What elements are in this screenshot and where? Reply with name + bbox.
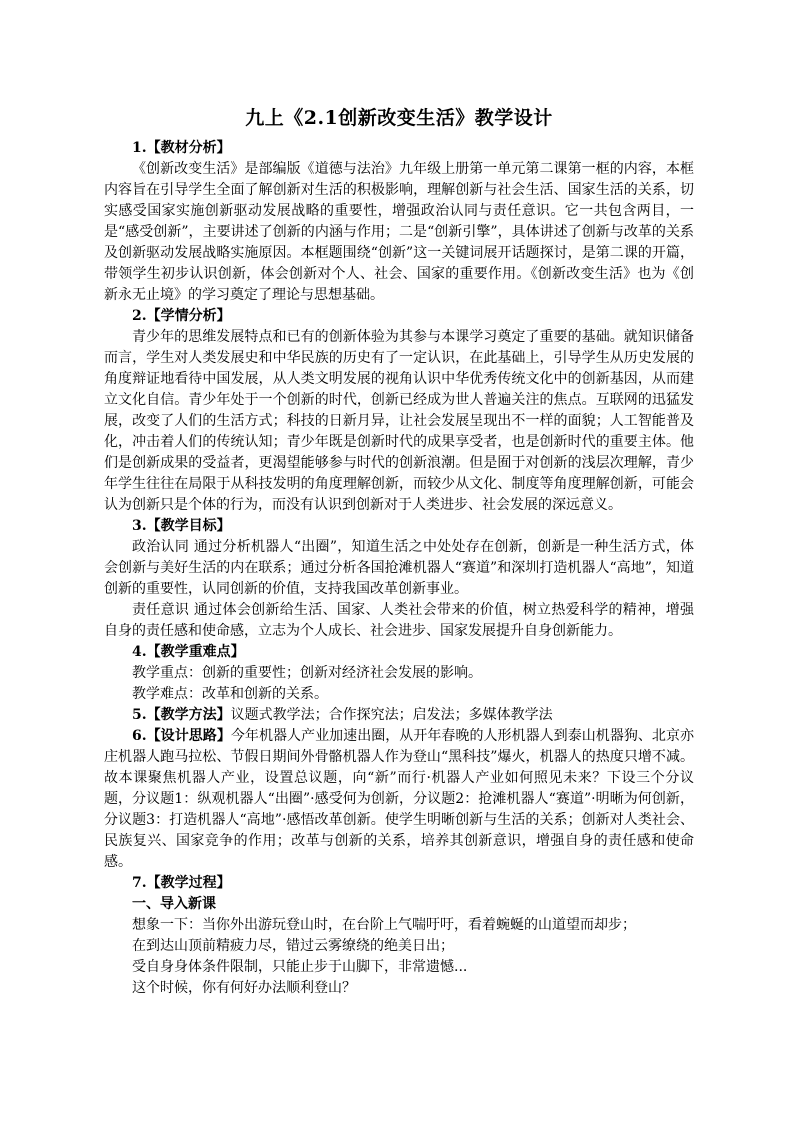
design-idea-text: 今年机器人产业加速出圈，从开年春晚的人形机器人到泰山机器狗、北京亦庄机器人跑马拉松、节假日期间外骨骼机器人作为登山“黑科技”爆火，机器人的热度只增不减。故本课聚焦机器人产业，设置总议题，向“新”而行·机器人产业如何照见未来？下设三个分议题，分议题1：纵观机器人“出圈”·感受何为创新，分议题2：抢滩机器人“赛道”·明晰为何创新，分议题3：打造机器人“高地”·感悟改革创新。使学生明晰创新与生活的关系；创新对人类社会、民族复兴、国家竞争的作用；改革与创新的关系，培养其创新意识，增强自身的责任感和使命感。 [104, 728, 695, 870]
heading-text: 5.【教学方法】 [132, 707, 231, 723]
heading-text: 6.【设计思路】 [132, 728, 231, 744]
section-teaching-methods [104, 705, 694, 726]
paragraph-textbook-analysis: 《创新改变生活》是部编版《道德与法治》九年级上册第一单元第二课第一框的内容，本框内容旨在引导学生全面了解创新对生活的积极影响，理解创新与社会生活、国家生活的关系，切实感受国家实施创新驱动发展战略的重要性，增强政治认同与责任意识。它一共包含两目，一是“感受创新”，主要讲述了创新的内涵与作用；二是“创新引擎”，具体讲述了创新与改革的关系及创新驱动发展战略实施原因。本框题围绕“创新”这一关键词展开话题探讨，是第二课的开篇，带领学生初步认识创新，体会创新对个人、社会、国家的重要作用。《创新改变生活》也为《创新永无止境》的学习奠定了理论与思想基础。 [104, 161, 694, 303]
paragraph-student-analysis: 青少年的思维发展特点和已有的创新体验为其参与本课学习奠定了重要的基础。就知识储备而言，学生对人类发展史和中华民族的历史有了一定认识，在此基础上，引导学生从历史发展的角度辩证地看待中国发展，从人类文明发展的视角认识中华优秀传统文化中的创新基因，从而建立文化自信。青少年处于一个创新的时代，创新已经成为世人普遍关注的焦点。互联网的迅猛发展，改变了人们的生活方式；科技的日新月异，让社会发展呈现出不一样的面貌；人工智能普及化，冲击着人们的传统认知；青少年既是创新时代的成果享受者，也是创新时代的重要主体。他们是创新成果的受益者，更渴望能够参与时代的创新浪潮。但是囿于对创新的浅层次理解，青少年学生往往在局限于从科技发明的角度理解创新，而较少从文化、制度等角度理解创新，可能会认为创新只是个体的行为，而没有认识到创新对于人类进步、社会发展的深远意义。 [104, 329, 694, 513]
section-heading-teaching-process [104, 873, 694, 894]
section-heading-student-analysis [104, 306, 694, 327]
section-design-idea [104, 726, 694, 873]
teaching-methods-text: 议题式教学法；合作探究法；启发法；多媒体教学法 [230, 707, 553, 723]
section-heading-textbook-analysis [104, 138, 694, 159]
paragraph-key-point: 教学重点：创新的重要性；创新对经济社会发展的影响。 [132, 665, 482, 681]
document-page [104, 104, 694, 999]
heading-text: 7.【教学过程】 [132, 875, 231, 891]
paragraph-goal-political: 政治认同 通过分析机器人“出圈”，知道生活之中处处存在创新，创新是一种生活方式，体会创新与美好生活的内在联系；通过分析各国抢滩机器人“赛道”和深圳打造机器人“高地”，知道创新的重要性，认同创新的价值，支持我国改革创新事业。 [104, 539, 694, 597]
heading-text: 3.【教学目标】 [132, 518, 231, 534]
sub-heading-introduction [104, 894, 694, 915]
section-heading-teaching-goals [104, 516, 694, 537]
heading-text: 1.【教材分析】 [132, 140, 231, 156]
sub-heading-text: 一、导入新课 [132, 896, 216, 912]
paragraph-intro-line-3: 受自身身体条件限制，只能止步于山脚下，非常遗憾... [132, 959, 468, 975]
paragraph-goal-responsibility: 责任意识 通过体会创新给生活、国家、人类社会带来的价值，树立热爱科学的精神，增强自身的责任感和使命感，立志为个人成长、社会进步、国家发展提升自身创新能力。 [104, 602, 694, 639]
paragraph-intro-line-4: 这个时候，你有何好办法顺利登山？ [132, 980, 356, 996]
heading-text: 2.【学情分析】 [132, 308, 231, 324]
section-heading-key-points [104, 642, 694, 663]
document-title: 九上《2.1创新改变生活》教学设计 [245, 107, 553, 129]
paragraph-difficult-point: 教学难点：改革和创新的关系。 [132, 686, 328, 702]
paragraph-intro-line-2: 在到达山顶前精疲力尽，错过云雾缭绕的绝美日出； [132, 938, 454, 954]
paragraph-intro-line-1: 想象一下：当你外出游玩登山时，在台阶上气喘吁吁，看着蜿蜒的山道望而却步； [132, 917, 636, 933]
heading-text: 4.【教学重难点】 [132, 644, 245, 660]
